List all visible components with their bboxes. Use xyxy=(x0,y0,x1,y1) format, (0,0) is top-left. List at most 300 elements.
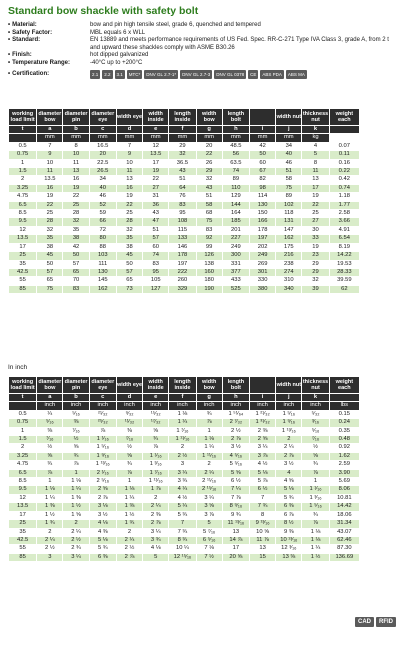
table-cell: 1 ¾ xyxy=(37,520,63,528)
table-cell: 202 xyxy=(249,243,275,251)
table-cell: 3 ⅞ xyxy=(249,452,275,460)
table-cell: 70 xyxy=(63,277,89,285)
table-cell: ⅝ xyxy=(116,452,142,460)
table-cell: 2 ¹¹⁄₁₆ xyxy=(196,478,222,486)
table-cell: 201 xyxy=(222,226,249,234)
table-row xyxy=(9,260,360,268)
table-cell: 2 ⁵⁄₁₆ xyxy=(89,478,116,486)
table-cell: 29 xyxy=(302,260,329,268)
cert-badge: DNV GL 0378 xyxy=(214,70,246,80)
table-cell: 89 xyxy=(276,193,302,201)
table-cell: 103 xyxy=(89,252,116,260)
table-cell: 26 xyxy=(196,159,222,167)
column-header: length bolt xyxy=(222,377,249,394)
spec-value: MBL equals 6 x WLL xyxy=(90,29,146,36)
table-cell: 20 xyxy=(89,151,116,159)
table-unit-row xyxy=(9,134,360,142)
table-cell: 3 xyxy=(37,553,63,561)
table-cell: 2.59 xyxy=(329,461,359,469)
table-cell: 19 xyxy=(37,193,63,201)
table-cell: ¾ xyxy=(116,461,142,469)
table-cell: 1.62 xyxy=(329,452,359,460)
table-cell: 25 xyxy=(63,201,89,209)
table-cell: 34 xyxy=(89,176,116,184)
table-cell: 58 xyxy=(276,176,302,184)
table-cell: 1 xyxy=(9,159,37,167)
table-cell: 5 ¾ xyxy=(276,494,302,502)
table-cell: 35 xyxy=(37,235,63,243)
table-cell: 26.5 xyxy=(89,168,116,176)
table-cell: 2 xyxy=(9,176,37,184)
table-row xyxy=(9,142,360,150)
table-cell: 2 ⅜ xyxy=(143,511,169,519)
table-cell: 1 ¹⁄₁₆ xyxy=(143,452,169,460)
table-cell: 25 xyxy=(302,210,329,218)
dimension-letter xyxy=(329,394,359,402)
table-cell: 2 ½ xyxy=(169,452,196,460)
table-cell: ⅝ xyxy=(143,427,169,435)
table-cell: 80 xyxy=(89,235,116,243)
table-cell: 269 xyxy=(249,260,275,268)
table-cell: 1 ⅝ xyxy=(63,511,89,519)
table-cell: 136.69 xyxy=(329,553,359,561)
table-row xyxy=(9,252,360,260)
table-cell: 162 xyxy=(276,235,302,243)
table-cell: 2 ¹⁄₁₆ xyxy=(89,469,116,477)
table-cell: 6 ⅜ xyxy=(89,553,116,561)
table-cell: 1 ⅛ xyxy=(302,528,329,536)
dimension-letter: t xyxy=(9,394,37,402)
table-cell: 1 ⁷⁄₁₆ xyxy=(143,469,169,477)
table-cell: 22 xyxy=(143,176,169,184)
table-cell: 2 xyxy=(196,461,222,469)
table-row xyxy=(9,427,360,435)
table-cell: 43.07 xyxy=(329,528,359,536)
table-cell: 8 xyxy=(63,142,89,150)
table-cell: 19 xyxy=(143,168,169,176)
table-cell: 2 xyxy=(9,444,37,452)
table-cell: 1 ³¹⁄₃₂ xyxy=(249,419,275,427)
table-cell: 7 xyxy=(37,142,63,150)
spec-label: • Finish: xyxy=(8,52,90,60)
table-cell: ⅝ xyxy=(302,452,329,460)
table-cell: 4 ⅝ xyxy=(276,478,302,486)
table-cell: 111 xyxy=(89,260,116,268)
table-cell: 51 xyxy=(196,193,222,201)
table-cell: 13 xyxy=(63,168,89,176)
table-cell: 4.91 xyxy=(329,226,359,234)
dimension-letter: e xyxy=(143,394,169,402)
table-cell: 40 xyxy=(89,184,116,192)
spec-safety-factor xyxy=(8,30,400,38)
table-cell: ⁷⁄₁₆ xyxy=(37,436,63,444)
unit-label: mm xyxy=(222,134,249,142)
dimension-letter: e xyxy=(143,126,169,134)
table-cell: 32 xyxy=(116,226,142,234)
table-cell: 47 xyxy=(143,218,169,226)
table-cell: 4 ⅛ xyxy=(143,545,169,553)
column-header: width nut xyxy=(276,377,302,394)
unit-label: mm xyxy=(249,134,275,142)
table-cell: 1.18 xyxy=(329,193,359,201)
table-cell: ½ xyxy=(116,444,142,452)
table-cell: 6 ⁵⁄₁₆ xyxy=(196,536,222,544)
dimension-letter: f xyxy=(169,126,196,134)
table-cell: 10 ¼ xyxy=(169,545,196,553)
table-cell: 22 xyxy=(302,201,329,209)
unit-label: inch xyxy=(116,402,142,410)
table-cell: 13.5 xyxy=(143,151,169,159)
table-cell: 29 xyxy=(196,168,222,176)
table-cell: 25 xyxy=(9,520,37,528)
table-cell: 127 xyxy=(143,285,169,293)
table-cell: 2 ¼ xyxy=(37,536,63,544)
table-cell: 1 ³⁄₁₆ xyxy=(302,494,329,502)
table-cell: 75 xyxy=(37,285,63,293)
table-cell: 13.5 xyxy=(37,176,63,184)
unit-label: mm xyxy=(276,134,302,142)
table-cell: 13.5 xyxy=(9,503,37,511)
table-cell: 0.15 xyxy=(329,410,359,418)
table-cell: 5.69 xyxy=(329,478,359,486)
table-cell: 1 ⅛ xyxy=(37,486,63,494)
table-cell: ¹¹⁄₃₂ xyxy=(116,419,142,427)
table-cell: 7 ⅛ xyxy=(196,545,222,553)
table-cell: 35 xyxy=(63,226,89,234)
inch-dimension-table xyxy=(8,376,360,562)
table-cell: 1 ⁵⁄₁₆ xyxy=(89,444,116,452)
table-cell: 178 xyxy=(249,226,275,234)
table-cell: 60 xyxy=(143,243,169,251)
table-cell: 0.35 xyxy=(329,427,359,435)
table-cell: ½ xyxy=(37,444,63,452)
spec-finish xyxy=(8,52,400,60)
table-cell: 60 xyxy=(249,159,275,167)
table-cell: ⅞ xyxy=(196,419,222,427)
table-cell: 0.74 xyxy=(329,184,359,192)
table-cell: 1 ¹⁄₁₆ xyxy=(89,436,116,444)
column-header: weight each xyxy=(329,109,359,126)
table-cell: 1 ½ xyxy=(63,503,89,511)
table-cell: 9.5 xyxy=(9,486,37,494)
table-cell: 377 xyxy=(222,268,249,276)
table-row xyxy=(9,243,360,251)
table-row xyxy=(9,184,360,192)
table-cell: ⅞ xyxy=(89,427,116,435)
table-cell: 57 xyxy=(63,260,89,268)
cert-badge: 2.2 xyxy=(102,70,112,80)
table-cell: 1 ½ xyxy=(302,553,329,561)
table-cell: 95 xyxy=(169,210,196,218)
table-cell: 1 ¾ xyxy=(116,520,142,528)
table-cell: 4.75 xyxy=(9,461,37,469)
table-cell: 19 xyxy=(63,184,89,192)
table-cell: 190 xyxy=(196,285,222,293)
column-header: thickness nut xyxy=(302,109,329,126)
table-cell: 74 xyxy=(222,168,249,176)
spec-value: hot dipped galvanized xyxy=(90,52,149,59)
unit-label: inch xyxy=(302,402,329,410)
unit-label: inch xyxy=(169,402,196,410)
table-cell: 30 xyxy=(302,226,329,234)
table-cell: 28 xyxy=(37,218,63,226)
table-cell: 105 xyxy=(143,277,169,285)
table-cell: 147 xyxy=(276,226,302,234)
table-cell: 2 ¹⁵⁄₁₆ xyxy=(196,486,222,494)
table-cell: 3 ½ xyxy=(89,511,116,519)
table-cell: 13 xyxy=(302,176,329,184)
spec-label: • Safety Factor: xyxy=(8,30,90,38)
table-row xyxy=(9,218,360,226)
table-cell: 5 ⅛ xyxy=(89,536,116,544)
table-cell: 82 xyxy=(249,176,275,184)
table-cell: 144 xyxy=(222,201,249,209)
table-cell: 10 xyxy=(37,159,63,167)
unit-label: inch xyxy=(37,402,63,410)
unit-label: mm xyxy=(196,134,222,142)
column-header: length inside xyxy=(169,109,196,126)
table-cell: 3 ¾ xyxy=(143,536,169,544)
table-cell: 38 xyxy=(116,243,142,251)
table-cell: 45 xyxy=(37,252,63,260)
table-cell: 2 xyxy=(63,520,89,528)
table-cell: 9.5 xyxy=(9,218,37,226)
table-cell: 25 xyxy=(9,252,37,260)
table-cell: 5 ⁷⁄₁₆ xyxy=(196,528,222,536)
table-cell: 1 ¹¹⁄₁₆ xyxy=(143,478,169,486)
cert-badge: ABS MA xyxy=(286,70,307,80)
dimension-letter: b xyxy=(63,126,89,134)
column-header: diameter eye xyxy=(89,109,116,126)
table-cell: 2 ¼ xyxy=(63,528,89,536)
table-cell: 10.81 xyxy=(329,494,359,502)
table-cell: 29 xyxy=(169,142,196,150)
table-cell: 1 ⁷⁄₁₆ xyxy=(169,427,196,435)
unit-label: mm xyxy=(169,134,196,142)
spec-label: • Standard: xyxy=(8,37,90,52)
table-cell: ⁵⁄₁₆ xyxy=(63,410,89,418)
table-cell: 4 ⅜ xyxy=(89,528,116,536)
table-cell: 17 xyxy=(302,184,329,192)
table-cell: 57 xyxy=(37,268,63,276)
dimension-letter: k xyxy=(302,394,329,402)
table-cell: 12 xyxy=(143,142,169,150)
unit-label: kg xyxy=(302,134,329,142)
table-cell: 22 xyxy=(116,201,142,209)
table-cell: 6 ⅞ xyxy=(276,511,302,519)
table-cell: 2 ½ xyxy=(37,545,63,553)
table-cell: 8 ½ xyxy=(276,520,302,528)
table-cell: 178 xyxy=(169,252,196,260)
table-cell: 227 xyxy=(222,235,249,243)
table-cell: 300 xyxy=(222,252,249,260)
spec-value: bow and pin high tensile steel, grade 6, quenched and tempered xyxy=(90,22,261,28)
table-cell: 74 xyxy=(143,252,169,260)
table-cell: 13 xyxy=(249,545,275,553)
unit-label: lbs xyxy=(329,402,359,410)
table-cell: 10 xyxy=(63,151,89,159)
table-cell: 249 xyxy=(222,243,249,251)
table-cell: 3 ⅞ xyxy=(196,511,222,519)
table-row xyxy=(9,235,360,243)
table-cell: 301 xyxy=(249,268,275,276)
table-cell: ¹⁵⁄₃₂ xyxy=(143,410,169,418)
table-cell: 1 ⁹⁄₁₆ xyxy=(276,419,302,427)
table-cell: 1 ⅜ xyxy=(116,503,142,511)
table-cell: 2 ⅞ xyxy=(116,553,142,561)
table-cell: 329 xyxy=(169,285,196,293)
table-cell: 19 xyxy=(116,193,142,201)
table-cell: 8.19 xyxy=(329,243,359,251)
table-row xyxy=(9,268,360,276)
table-cell: 150 xyxy=(249,210,275,218)
table-cell: ⅝ xyxy=(63,444,89,452)
table-row xyxy=(9,444,360,452)
table-cell: 2 ¼ xyxy=(143,503,169,511)
table-cell: 2 xyxy=(276,436,302,444)
table-cell: ⅜ xyxy=(37,427,63,435)
table-cell: 36 xyxy=(143,201,169,209)
table-cell: 31.34 xyxy=(329,520,359,528)
table-cell: 76 xyxy=(169,193,196,201)
table-cell: 17 xyxy=(222,545,249,553)
table-cell: 6.5 xyxy=(9,469,37,477)
table-cell: 3 ¼ xyxy=(249,444,275,452)
table-row xyxy=(9,201,360,209)
table-cell: 130 xyxy=(89,268,116,276)
cert-badge: DNV GL 2.7-3 xyxy=(180,70,212,80)
table-cell: 35 xyxy=(9,528,37,536)
table-cell: 83 xyxy=(143,260,169,268)
table-cell: 9 xyxy=(37,151,63,159)
table-cell: 1 ¼ xyxy=(116,494,142,502)
table-cell: 25 xyxy=(116,210,142,218)
table-cell: ¹⁷⁄₃₂ xyxy=(143,419,169,427)
table-cell: 0.22 xyxy=(329,168,359,176)
column-header: width nut xyxy=(276,109,302,126)
table-cell: 1 ¹³⁄₁₆ xyxy=(276,427,302,435)
table-row xyxy=(9,193,360,201)
dimension-letter: a xyxy=(37,126,63,134)
table-cell: 22 xyxy=(196,151,222,159)
table-cell: 38 xyxy=(63,235,89,243)
table-cell: 1 ⁵¹⁄₆₄ xyxy=(222,410,249,418)
table-row xyxy=(9,168,360,176)
table-cell: 126 xyxy=(196,252,222,260)
column-header: diameter bow xyxy=(37,109,63,126)
table-cell: 162 xyxy=(89,285,116,293)
table-cell: 62 xyxy=(329,285,359,293)
dimension-letter: i xyxy=(249,394,275,402)
table-cell: ⁷⁄₁₆ xyxy=(302,436,329,444)
table-cell: 164 xyxy=(222,210,249,218)
table-cell: 185 xyxy=(222,218,249,226)
table-cell: 75 xyxy=(196,218,222,226)
table-cell: 73 xyxy=(116,285,142,293)
table-cell: 310 xyxy=(276,277,302,285)
dimension-letter: h xyxy=(222,126,249,134)
table-cell: 6.54 xyxy=(329,235,359,243)
table-cell: 130 xyxy=(249,201,275,209)
table-cell: 3 ¼ xyxy=(169,469,196,477)
table-letter-row xyxy=(9,394,360,402)
table-row xyxy=(9,176,360,184)
table-cell: 1 ¼ xyxy=(63,486,89,494)
table-cell: 3 ½ xyxy=(222,444,249,452)
dimension-letter: i xyxy=(249,126,275,134)
table-cell: 55 xyxy=(9,277,37,285)
table-cell: 3 ¼ xyxy=(196,494,222,502)
unit-label: inch xyxy=(89,402,116,410)
table-cell: 10 xyxy=(116,159,142,167)
dimension-letter: g xyxy=(196,394,222,402)
table-cell: 6 ⅜ xyxy=(276,503,302,511)
table-cell: ⅝ xyxy=(37,452,63,460)
table-cell: 175 xyxy=(276,243,302,251)
table-cell: 99 xyxy=(196,243,222,251)
cert-badge: CE xyxy=(248,70,258,80)
table-cell: 14.42 xyxy=(329,503,359,511)
table-cell: 160 xyxy=(196,268,222,276)
table-cell: ¾ xyxy=(63,452,89,460)
table-cell: 197 xyxy=(169,260,196,268)
table-cell: ½ xyxy=(63,436,89,444)
table-cell: 59 xyxy=(89,210,116,218)
table-cell: 17 xyxy=(9,243,37,251)
table-cell: 9 ¹³⁄₁₆ xyxy=(249,520,275,528)
table-cell: 31 xyxy=(143,193,169,201)
table-cell: 51 xyxy=(143,226,169,234)
cert-badge: DNV GL 2.7-1* xyxy=(144,70,178,80)
table-cell: 13 xyxy=(222,528,249,536)
table-cell: 42 xyxy=(63,243,89,251)
table-cell: 1 ³⁄₁₆ xyxy=(143,461,169,469)
table-cell: ¾ xyxy=(37,461,63,469)
section-inch-label: In inch xyxy=(8,364,28,371)
table-cell: 3 ½ xyxy=(276,461,302,469)
table-cell: 38 xyxy=(37,243,63,251)
column-header: length inside xyxy=(169,377,196,394)
table-cell: 65 xyxy=(63,268,89,276)
table-row xyxy=(9,226,360,234)
table-cell: 2 ⅞ xyxy=(89,494,116,502)
table-row xyxy=(9,545,360,553)
cad-download-button[interactable]: CAD xyxy=(355,617,374,627)
download-links xyxy=(355,617,396,627)
table-cell: 12 xyxy=(9,494,37,502)
table-cell: 1 ⅛ xyxy=(302,536,329,544)
table-cell: 1 ½ xyxy=(116,511,142,519)
rfid-info-button[interactable]: RFID xyxy=(376,617,396,627)
table-cell: 22 xyxy=(37,201,63,209)
table-cell: 2 ½ xyxy=(63,536,89,544)
table-cell: 12 xyxy=(9,226,37,234)
table-cell: 8 ⁹⁄₁₆ xyxy=(222,503,249,511)
table-cell: 64 xyxy=(169,184,196,192)
table-cell: 13 ⅜ xyxy=(276,553,302,561)
table-cell: 85 xyxy=(9,553,37,561)
column-header: working load limit xyxy=(9,377,37,394)
table-cell: 36.5 xyxy=(169,159,196,167)
table-cell: 5 ¼ xyxy=(169,503,196,511)
table-cell: 2 ⅞ xyxy=(222,436,249,444)
cert-badge: ABS PDA xyxy=(260,70,284,80)
table-cell: 7 xyxy=(249,494,275,502)
table-cell: 2 xyxy=(116,528,142,536)
table-cell: ²⁵⁄₃₂ xyxy=(89,419,116,427)
column-header: width inside xyxy=(143,109,169,126)
table-cell: 131 xyxy=(276,218,302,226)
